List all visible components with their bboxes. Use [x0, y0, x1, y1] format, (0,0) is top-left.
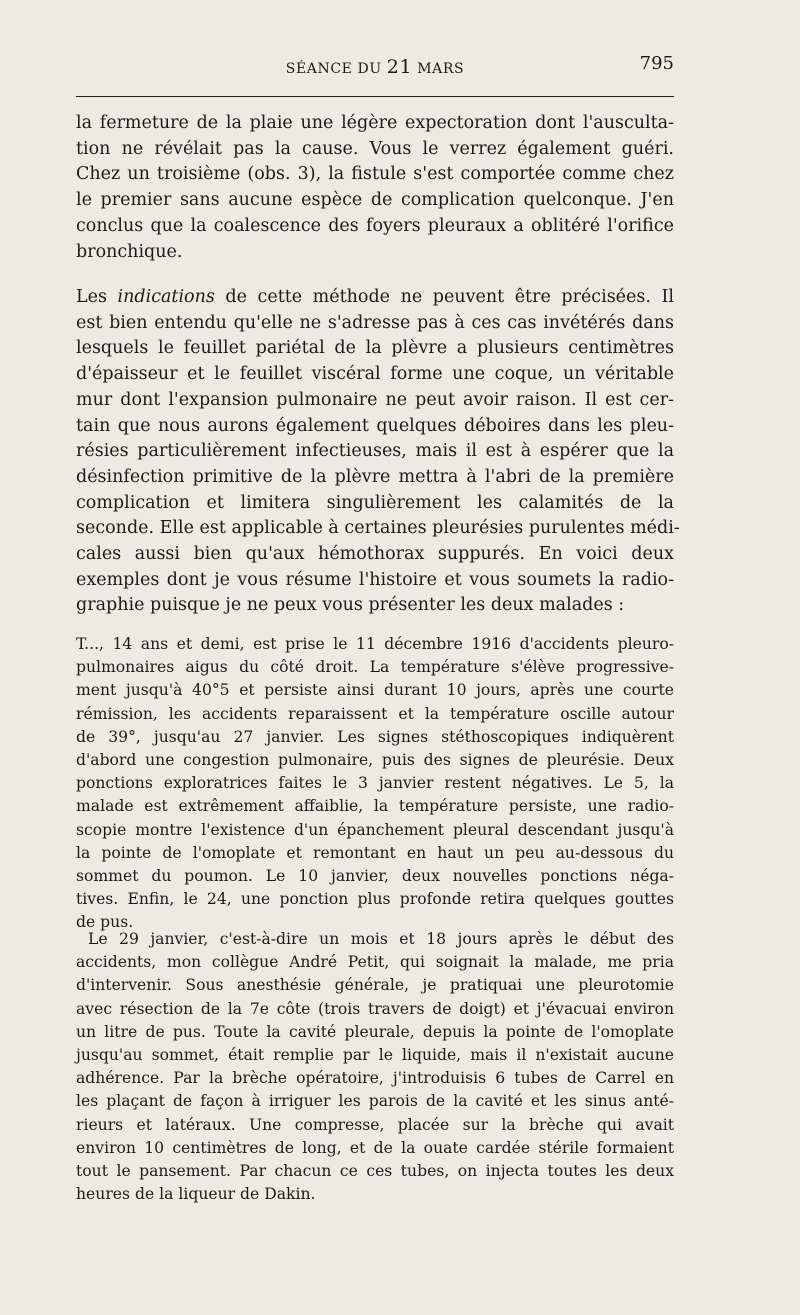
text-line: mur dont l'expansion pulmonaire ne peut avoir raison. Il est cer- — [76, 389, 674, 410]
text-line: tain que nous aurons également quelques déboires dans les pleu- — [76, 415, 674, 436]
text-line: résies particulièrement infectieuses, mais il est à espérer que la — [76, 441, 674, 462]
text-line: pulmonaires aigus du côté droit. La température s'élève progressive- — [76, 658, 674, 677]
text-line: la pointe de l'omoplate et remontant en haut un peu au-dessous du — [76, 843, 674, 862]
running-head-prefix: SÉANCE DU — [285, 61, 387, 77]
text-line: est bien entendu qu'elle ne s'adresse pas à ces cas invétérés dans — [76, 312, 674, 333]
text-line: heures de la liqueur de Dakin. — [76, 1185, 316, 1204]
text-line: graphie puisque je ne peux vous présenter les deux malades : — [76, 595, 625, 616]
text-line: Chez un troisième (obs. 3), la fistule s'est comportée comme chez — [76, 164, 674, 185]
text-line: tives. Enfin, le 24, une ponction plus profonde retira quelques gouttes — [76, 890, 674, 909]
text-line: d'intervenir. Sous anesthésie générale, je pratiquai une pleurotomie — [76, 976, 674, 995]
text-line: avec résection de la 7e côte (trois travers de doigt) et j'évacuai environ — [76, 999, 674, 1018]
header-rule — [76, 96, 674, 97]
text-line: exemples dont je vous résume l'histoire et vous soumets la radio- — [76, 569, 674, 590]
text-line: ponctions exploratrices faites le 3 janvier restent négatives. Le 5, la — [76, 774, 674, 793]
running-head — [76, 56, 674, 78]
text-line: conclus que la coalescence des foyers pleuraux a oblitéré l'orifice — [76, 215, 674, 236]
page-number: 795 — [639, 53, 674, 74]
indications-emphasis: indications — [117, 287, 215, 307]
text-line: sommet du poumon. Le 10 janvier, deux nouvelles ponctions néga- — [76, 867, 674, 886]
paragraph-4 — [76, 928, 674, 1206]
text-line: environ 10 centimètres de long, et de la ouate cardée stérile formaient — [76, 1138, 674, 1157]
text-line: bronchique. — [76, 241, 183, 262]
text-line: seconde. Elle est applicable à certaines pleurésies purulentes médi- — [76, 518, 680, 539]
text-line: la fermeture de la plaie une légère expectoration dont l'ausculta- — [76, 113, 674, 133]
text-line: tion ne révélait pas la cause. Vous le verrez également guéri. — [76, 138, 674, 159]
text-line: rieurs et latéraux. Une compresse, placée sur la brèche qui avait — [76, 1115, 674, 1134]
indications-prefix: Les — [76, 287, 118, 307]
text-line: de 39°, jusqu'au 27 janvier. Les signes stéthoscopiques indiquèrent — [76, 727, 674, 746]
indications-suffix: de cette méthode ne peuvent être précisées. Il — [214, 287, 675, 307]
text-line: jusqu'au sommet, était remplie par le liquide, mais il n'existait aucune — [76, 1046, 674, 1065]
paragraph-2 — [76, 285, 680, 619]
text-line: accidents, mon collègue André Petit, qui soignait la malade, me pria — [76, 953, 674, 972]
text-line: tout le pansement. Par chacun ce ces tubes, on injecta toutes les deux — [76, 1162, 674, 1181]
text-line: malade est extrêmement affaiblie, la température persiste, une radio- — [76, 797, 674, 816]
text-line: désinfection primitive de la plèvre mettra à l'abri de la première — [76, 466, 674, 487]
text-line: d'épaisseur et le feuillet viscéral forme une coque, un véritable — [76, 364, 674, 385]
text-line: le premier sans aucune espèce de complication quelconque. J'en — [76, 190, 674, 211]
text-line: un litre de pus. Toute la cavité pleurale, depuis la pointe de l'omoplate — [76, 1022, 674, 1041]
text-line: d'abord une congestion pulmonaire, puis des signes de pleurésie. Deux — [76, 751, 674, 770]
text-line: les plaçant de façon à irriguer les parois de la cavité et les sinus anté- — [76, 1092, 674, 1111]
running-head-suffix: MARS — [412, 61, 465, 77]
text-line: complication et limitera singulièrement les calamités de la — [76, 492, 674, 513]
text-line: Le 29 janvier, c'est-à-dire un mois et 18 jours après le début des — [88, 930, 674, 948]
text-line: cales aussi bien qu'aux hémothorax suppurés. En voici deux — [76, 544, 674, 565]
text-line: ment jusqu'à 40°5 et persiste ainsi durant 10 jours, après une courte — [76, 681, 674, 700]
paragraph-3 — [76, 633, 674, 935]
running-head-day: 21 — [386, 56, 413, 78]
text-line — [76, 285, 674, 311]
text-line: scopie montre l'existence d'un épanchement pleural descendant jusqu'à — [76, 820, 674, 839]
text-line: lesquels le feuillet pariétal de la plèvre a plusieurs centimètres — [76, 338, 674, 359]
paragraph-1 — [76, 111, 674, 265]
text-line: T..., 14 ans et demi, est prise le 11 décembre 1916 d'accidents pleuro- — [76, 635, 674, 653]
text-line: adhérence. Par la brèche opératoire, j'introduisis 6 tubes de Carrel en — [76, 1069, 674, 1088]
page-header — [76, 52, 674, 78]
text-line: de pus. — [76, 913, 134, 932]
text-line: rémission, les accidents reparaissent et la température oscille autour — [76, 704, 674, 723]
